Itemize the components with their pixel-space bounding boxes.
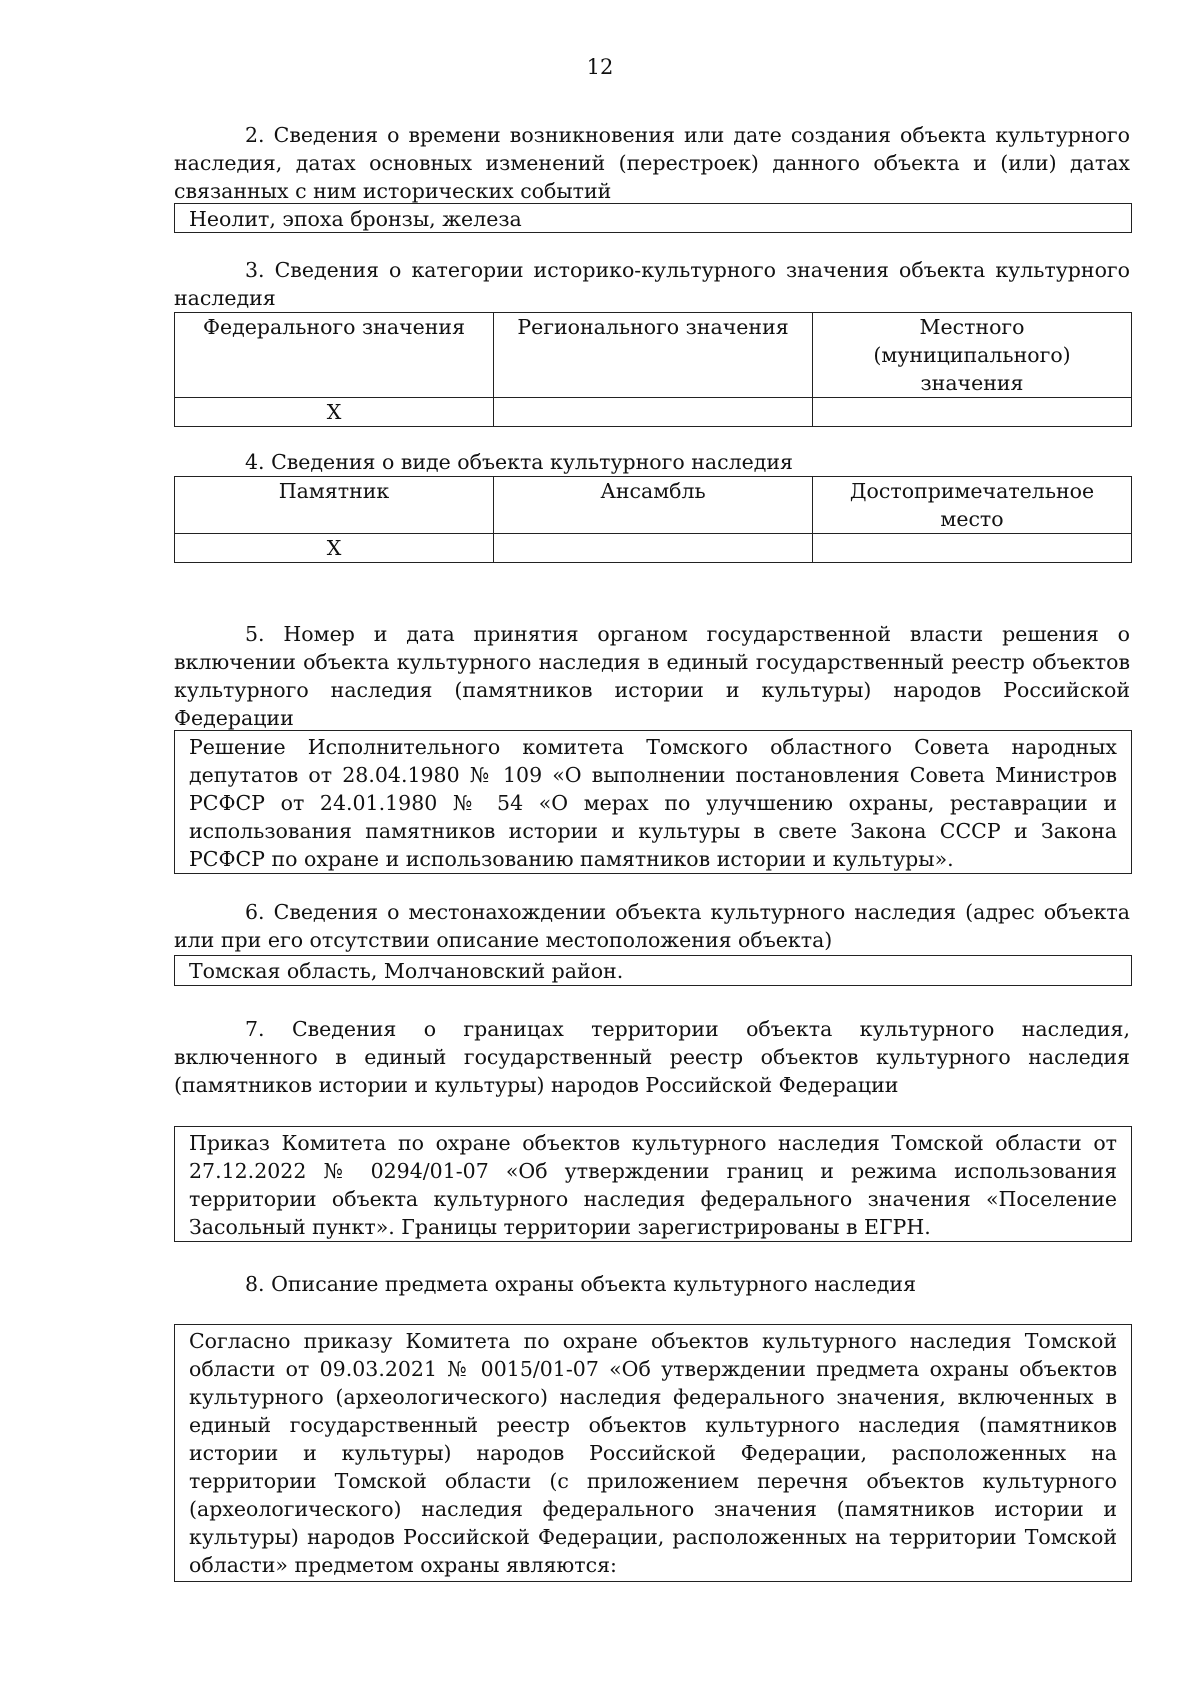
section-7-heading: 7. Сведения о границах территории объекта культурного наследия, включенного в единый государственный реестр объектов культурного наследия (памятников истории и культуры) народов Российской Федерации [174, 1017, 1130, 1097]
type-mark-ensemble [494, 534, 813, 563]
section-8-heading: 8. Описание предмета охраны объекта культурного наследия [245, 1272, 917, 1296]
type-mark-monument: Х [175, 534, 494, 563]
section-2-value: Неолит, эпоха бронзы, железа [189, 207, 522, 231]
section-3-heading: 3. Сведения о категории историко-культурного значения объекта культурного наследия [174, 258, 1130, 310]
category-mark-local [813, 398, 1132, 427]
section-2-value-box [174, 203, 1132, 233]
section-4-heading: 4. Сведения о виде объекта культурного наследия [245, 450, 793, 474]
section-7-value: Приказ Комитета по охране объектов культурного наследия Томской области от 27.12.2022 № 0294/01-07 «Об утверждении границ и режима использования территории объекта культурного наследия федерального значения «Поселение Засольный пункт». Границы территории зарегистрированы в ЕГРН. [189, 1131, 1117, 1239]
category-header-federal: Федерального значения [175, 313, 494, 398]
type-header-monument: Памятник [175, 477, 494, 534]
type-table [174, 476, 1132, 563]
section-5-heading: 5. Номер и дата принятия органом государственной власти решения о включении объекта культурного наследия в единый государственный реестр объектов культурного наследия (памятников истории и культуры) народов Российской Федерации [174, 622, 1130, 730]
section-6-value-box [174, 955, 1132, 986]
category-mark-federal: Х [175, 398, 494, 427]
section-7-value-box [174, 1126, 1132, 1242]
section-5-value-box [174, 730, 1132, 874]
page-number: 12 [586, 55, 614, 79]
category-header-regional: Регионального значения [494, 313, 813, 398]
type-mark-landmark [813, 534, 1132, 563]
category-table [174, 312, 1132, 427]
type-header-landmark: Достопримечательное место [813, 477, 1132, 534]
category-header-local: Местного (муниципального) значения [813, 313, 1132, 398]
section-8-value-box [174, 1324, 1132, 1582]
section-6-value: Томская область, Молчановский район. [189, 959, 624, 983]
section-8-value: Согласно приказу Комитета по охране объектов культурного наследия Томской области от 09.03.2021 № 0015/01-07 «Об утверждении предмета охраны объектов культурного (археологического) наследия федерального значения, включенных в единый государственный реестр объектов культурного наследия (памятников истории и культуры) народов Российской Федерации, расположенных на территории Томской области (с приложением перечня объектов культурного (археологического) наследия федерального значения (памятников истории и культуры) народов Российской Федерации, расположенных на территории Томской области» предметом охраны являются: [189, 1329, 1117, 1577]
section-5-value: Решение Исполнительного комитета Томского областного Совета народных депутатов от 28.04.1980 № 109 «О выполнении постановления Совета Министров РСФСР от 24.01.1980 № 54 «О мерах по улучшению охраны, реставрации и использования памятников истории и культуры в свете Закона СССР и Закона РСФСР по охране и использованию памятников истории и культуры». [189, 735, 1117, 871]
category-mark-regional [494, 398, 813, 427]
type-header-ensemble: Ансамбль [494, 477, 813, 534]
section-2-heading: 2. Сведения о времени возникновения или дате создания объекта культурного наследия, датах основных изменений (перестроек) данного объекта и (или) датах связанных с ним исторических событий [174, 123, 1130, 203]
section-6-heading: 6. Сведения о местонахождении объекта культурного наследия (адрес объекта или при его отсутствии описание местоположения объекта) [174, 900, 1130, 952]
